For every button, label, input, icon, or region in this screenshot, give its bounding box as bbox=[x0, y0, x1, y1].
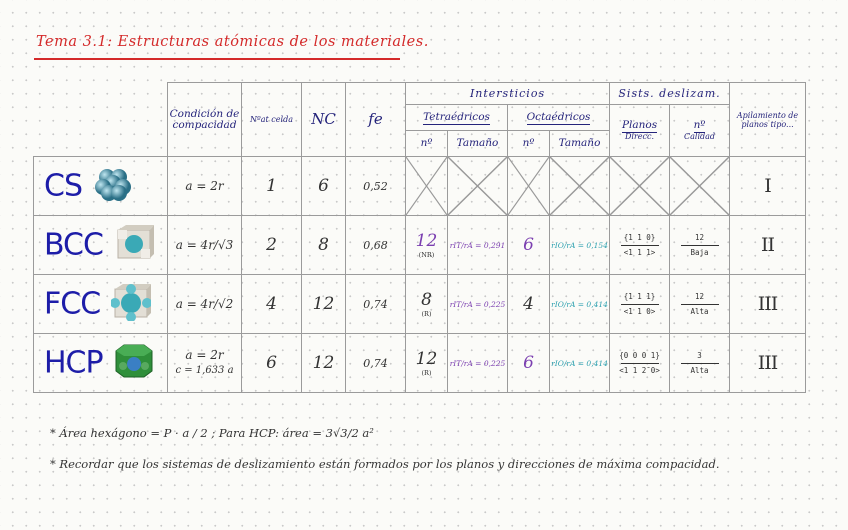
structure-name: CS bbox=[44, 168, 82, 204]
nc-cell: 8 bbox=[302, 216, 346, 275]
note-area-hexagono: * Área hexágono = P · a / 2 ; Para HCP: área = 3√3/2 a² bbox=[50, 426, 374, 440]
tet-n-cell: 12 (R) bbox=[406, 334, 448, 393]
header-num-celda: Nºat celda bbox=[242, 83, 302, 157]
num-cell: 4 bbox=[242, 275, 302, 334]
header-nro: nº bbox=[693, 118, 706, 131]
structure-cell-cs bbox=[34, 157, 168, 216]
structures-table bbox=[33, 82, 806, 393]
nc-cell: 12 bbox=[302, 334, 346, 393]
num-cell: 2 bbox=[242, 216, 302, 275]
header-direcc: Direcc. bbox=[625, 131, 655, 141]
header-condicion: Condición de compacidad bbox=[168, 83, 242, 157]
apil-cell: III bbox=[730, 334, 806, 393]
oct-size-cell: rIO/rA = 0,414 bbox=[550, 334, 610, 393]
header-oct-n: nº bbox=[508, 131, 550, 157]
nc-cell: 12 bbox=[302, 275, 346, 334]
crossed-cell bbox=[550, 157, 610, 216]
header-nc: NC bbox=[302, 83, 346, 157]
plano-direc-cell: {1 1 1} <1 1 0> bbox=[610, 275, 670, 334]
header-planos: Planos bbox=[621, 118, 658, 131]
page-title: Tema 3.1: Estructuras atómicas de los materiales. bbox=[36, 34, 429, 50]
header-planos-direcc bbox=[610, 105, 670, 157]
header-row-1 bbox=[34, 83, 806, 105]
header-oct-tamano: Tamaño bbox=[550, 131, 610, 157]
bcc-cell-icon bbox=[114, 224, 154, 266]
tet-size-cell: rIT/rA = 0,225 bbox=[448, 275, 508, 334]
num-calidad-cell: 3 Alta bbox=[670, 334, 730, 393]
header-tet-tamano: Tamaño bbox=[448, 131, 508, 157]
oct-n-cell: 6 bbox=[508, 216, 550, 275]
crossed-cell bbox=[610, 157, 670, 216]
oct-size-cell: rIO/rA = 0,414 bbox=[550, 275, 610, 334]
cond-cell: a = 2r c = 1,633 a bbox=[168, 334, 242, 393]
structure-name: BCC bbox=[44, 227, 103, 263]
header-tet-n: nº bbox=[406, 131, 448, 157]
structure-name: FCC bbox=[44, 286, 101, 322]
fcc-cell-icon bbox=[111, 283, 151, 325]
apil-cell: III bbox=[730, 275, 806, 334]
crossed-cell bbox=[448, 157, 508, 216]
tet-n-cell: 12 (NR) bbox=[406, 216, 448, 275]
num-calidad-cell: 12 Baja bbox=[670, 216, 730, 275]
plano-direc-cell: {1 1 0} <1 1 1> bbox=[610, 216, 670, 275]
nc-cell: 6 bbox=[302, 157, 346, 216]
header-num-calidad bbox=[670, 105, 730, 157]
header-octaedricos: Octaédricos bbox=[508, 105, 610, 131]
plano-direc-cell: {0 0 0 1} <1 1 2̄ 0> bbox=[610, 334, 670, 393]
crossed-cell bbox=[406, 157, 448, 216]
table-row bbox=[34, 216, 806, 275]
structure-cell-hcp bbox=[34, 334, 168, 393]
table-row bbox=[34, 157, 806, 216]
structure-cell-fcc bbox=[34, 275, 168, 334]
table-row bbox=[34, 334, 806, 393]
cond-cell: a = 4r/√3 bbox=[168, 216, 242, 275]
cs-cell-icon bbox=[93, 165, 133, 207]
tet-n-cell: 8 (R) bbox=[406, 275, 448, 334]
hcp-cell-icon bbox=[114, 342, 154, 384]
header-calidad: Calidad bbox=[684, 131, 716, 141]
header-sists: Sists. deslizam. bbox=[610, 83, 730, 105]
header-fe: fe bbox=[346, 83, 406, 157]
structure-name: HCP bbox=[44, 345, 103, 381]
oct-n-cell: 6 bbox=[508, 334, 550, 393]
apil-cell: I bbox=[730, 157, 806, 216]
table-row bbox=[34, 275, 806, 334]
fe-cell: 0,74 bbox=[346, 275, 406, 334]
title-underline bbox=[34, 58, 400, 60]
header-intersticios: Intersticios bbox=[406, 83, 610, 105]
header-apilamiento: Apilamiento de planos tipo... bbox=[730, 83, 806, 157]
apil-cell: II bbox=[730, 216, 806, 275]
crossed-cell bbox=[670, 157, 730, 216]
oct-n-cell: 4 bbox=[508, 275, 550, 334]
header-tetraedricos: Tetraédricos bbox=[406, 105, 508, 131]
fe-cell: 0,52 bbox=[346, 157, 406, 216]
tet-size-cell: rIT/rA = 0,291 bbox=[448, 216, 508, 275]
fe-cell: 0,74 bbox=[346, 334, 406, 393]
tet-size-cell: rIT/rA = 0,225 bbox=[448, 334, 508, 393]
num-cell: 1 bbox=[242, 157, 302, 216]
cond-cell: a = 2r bbox=[168, 157, 242, 216]
num-calidad-cell: 12 Alta bbox=[670, 275, 730, 334]
note-sistemas-deslizamiento: * Recordar que los sistemas de deslizamiento están formados por los planos y direcciones de máxima compacidad. bbox=[50, 457, 720, 471]
crossed-cell bbox=[508, 157, 550, 216]
oct-size-cell: rIO/rA = 0,154 bbox=[550, 216, 610, 275]
cond-cell: a = 4r/√2 bbox=[168, 275, 242, 334]
structure-cell-bcc bbox=[34, 216, 168, 275]
fe-cell: 0,68 bbox=[346, 216, 406, 275]
num-cell: 6 bbox=[242, 334, 302, 393]
